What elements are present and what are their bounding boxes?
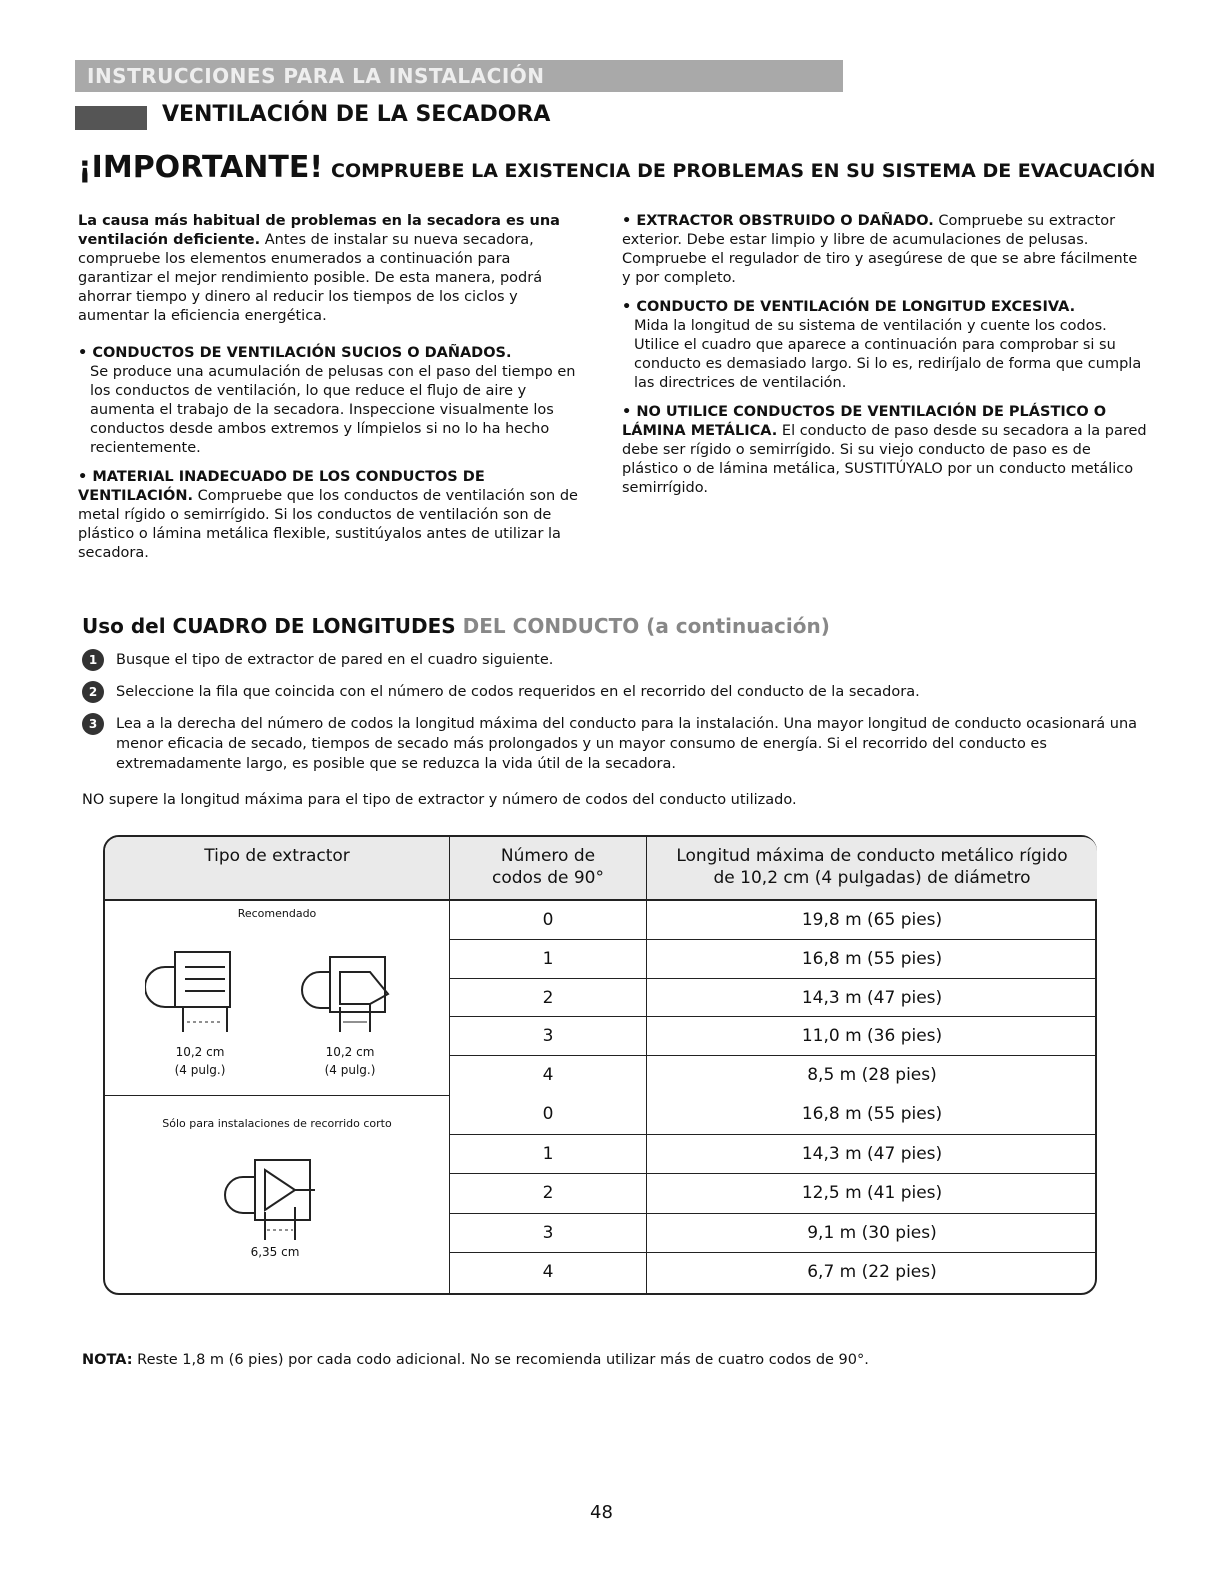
step-number-icon: 1 xyxy=(82,649,104,671)
cell-elbows: 4 xyxy=(542,1262,554,1282)
dim-label: (4 pulg.) xyxy=(174,1063,226,1077)
cell-elbows: 1 xyxy=(450,1135,646,1175)
page-title: VENTILACIÓN DE LA SECADORA xyxy=(162,102,551,127)
header-hood-type: Tipo de extractor xyxy=(105,837,449,901)
bullet-title: • EXTRACTOR OBSTRUIDO O DAÑADO. xyxy=(622,213,934,229)
group-label: Recomendado xyxy=(237,907,317,920)
duct-length-table xyxy=(103,835,1097,1295)
cell-elbows: 3 xyxy=(450,1214,646,1254)
dim-label: 10,2 cm xyxy=(325,1045,375,1059)
cell-elbows: 0 xyxy=(450,901,646,940)
header-max-length: Longitud máxima de conducto metálico rígido de 10,2 cm (4 pulgadas) de diámetro xyxy=(647,837,1097,901)
cell-max-length: 12,5 m (41 pies) xyxy=(647,1174,1097,1214)
section-bar: INSTRUCCIONES PARA LA INSTALACIÓN xyxy=(75,60,843,92)
bullet-title: • CONDUCTOS DE VENTILACIÓN SUCIOS O DAÑADOS. xyxy=(78,345,512,361)
bullet-text: Compruebe su extractor exterior. Debe estar limpio y libre de acumulaciones de pelusas. Compruebe el regulador de tiro y asegúrese de que se abre fácilmente y por completo. xyxy=(622,213,1138,286)
page-number: 48 xyxy=(590,1502,613,1523)
intro-text: Antes de instalar su nueva secadora, compruebe los elementos enumerados a continuación para garantizar el mejor rendimiento posible. De esta manera, podrá ahorrar tiempo y dinero al reducir los tiempos de los ciclos y aumentar la eficiencia energética. xyxy=(78,232,543,324)
step-3 xyxy=(82,714,1142,774)
step-1 xyxy=(82,650,1142,670)
cell-elbows: 0 xyxy=(450,1095,646,1135)
section-marker xyxy=(75,106,147,130)
cell-max-length: 14,3 m (47 pies) xyxy=(647,1135,1097,1175)
cell-elbows: 1 xyxy=(450,940,646,979)
bullet-title: • NO UTILICE CONDUCTOS DE VENTILACIÓN DE PLÁSTICO O LÁMINA METÁLICA. xyxy=(622,404,1107,439)
usage-heading-b: DEL CONDUCTO (a continuación) xyxy=(455,614,830,638)
bullet-text: Compruebe que los conductos de ventilación son de metal rígido o semirrígido. Si los conductos de ventilación son de plástico o lámina metálica flexible, sustitúyalos antes de utilizar la secadora. xyxy=(78,488,578,561)
note-text: Reste 1,8 m (6 pies) por cada codo adicional. No se recomienda utilizar más de cuatro codos de 90°. xyxy=(132,1352,869,1368)
note xyxy=(82,1352,869,1368)
bullet-text: El conducto de paso desde su secadora a la pared debe ser rígido o semirrígido. Si su viejo conducto de paso es de plástico o de lámina metálica, SUSTITÚYALO por un conducto metálico semirrígido. xyxy=(622,423,1147,496)
bullet-title: • CONDUCTO DE VENTILACIÓN DE LONGITUD EXCESIVA. xyxy=(622,299,1076,315)
cell-max-length: 11,0 m (36 pies) xyxy=(647,1017,1097,1056)
cell-max-length: 16,8 m (55 pies) xyxy=(647,1095,1097,1135)
right-column xyxy=(622,212,1147,508)
cell-max-length: 9,1 m (30 pies) xyxy=(647,1214,1097,1254)
group-label: Sólo para instalaciones de recorrido corto xyxy=(162,1117,392,1130)
cell-max-length: 19,8 m (65 pies) xyxy=(647,901,1097,940)
important-label: ¡IMPORTANTE! xyxy=(78,150,324,185)
usage-heading xyxy=(82,614,830,638)
left-column xyxy=(78,212,578,573)
hood-angled-icon xyxy=(215,1152,345,1252)
bullet-text: Se produce una acumulación de pelusas con el paso del tiempo en los conductos de ventilación, lo que reduce el flujo de aire y aumenta el trabajo de la secadora. Inspeccione visualmente los conductos desde ambos extremos y límpielos si no lo ha hecho recientemente. xyxy=(90,364,576,456)
important-heading xyxy=(78,150,1155,185)
usage-heading-a: Uso del CUADRO DE LONGITUDES xyxy=(82,614,456,638)
cell-elbows: 4 xyxy=(542,1065,554,1086)
divider xyxy=(105,1095,449,1096)
step-text: Busque el tipo de extractor de pared en el cuadro siguiente. xyxy=(116,652,554,668)
cell-max-length: 14,3 m (47 pies) xyxy=(647,979,1097,1018)
cell-elbows: 2 xyxy=(450,1174,646,1214)
bullet-title: • MATERIAL INADECUADO DE LOS CONDUCTOS DE VENTILACIÓN. xyxy=(78,469,485,504)
cell-max-length: 8,5 m (28 pies) xyxy=(807,1065,937,1086)
note-label: NOTA: xyxy=(82,1352,133,1368)
cell-max-length: 16,8 m (55 pies) xyxy=(647,940,1097,979)
dim-label: (4 pulg.) xyxy=(324,1063,376,1077)
intro-bold: La causa más habitual de problemas en la secadora es una ventilación deficiente. xyxy=(78,213,560,248)
bullet-text: Mida la longitud de su sistema de ventilación y cuente los codos. Utilice el cuadro que aparece a continuación para comprobar si su conducto es demasiado largo. Si lo es, rediríjalo de forma que cumpla las directrices de ventilación. xyxy=(634,318,1142,391)
step-2 xyxy=(82,682,1142,702)
important-text: COMPRUEBE LA EXISTENCIA DE PROBLEMAS EN SU SISTEMA DE EVACUACIÓN xyxy=(331,160,1156,182)
cell-max-length: 6,7 m (22 pies) xyxy=(807,1262,937,1282)
dim-label: 6,35 cm xyxy=(250,1245,300,1259)
step-text: Seleccione la fila que coincida con el número de codos requeridos en el recorrido del conducto de la secadora. xyxy=(116,684,920,700)
header-elbows: Número de codos de 90° xyxy=(450,837,646,901)
cell-elbows: 3 xyxy=(450,1017,646,1056)
hood-louvered-and-box-icons xyxy=(145,947,415,1057)
cell-elbows: 2 xyxy=(450,979,646,1018)
warning-text: NO supere la longitud máxima para el tipo de extractor y número de codos del conducto utilizado. xyxy=(82,792,797,808)
step-number-icon: 2 xyxy=(82,681,104,703)
step-number-icon: 3 xyxy=(82,713,104,735)
dim-label: 10,2 cm xyxy=(175,1045,225,1059)
step-text: Lea a la derecha del número de codos la longitud máxima del conducto para la instalación. Una mayor longitud de conducto ocasionará una menor eficacia de secado, tiempos de secado más prolongados y un mayor consumo de energía. Si el recorrido del conducto es extremadamente largo, es posible que se reduzca la vida útil de la secadora. xyxy=(116,716,1138,772)
